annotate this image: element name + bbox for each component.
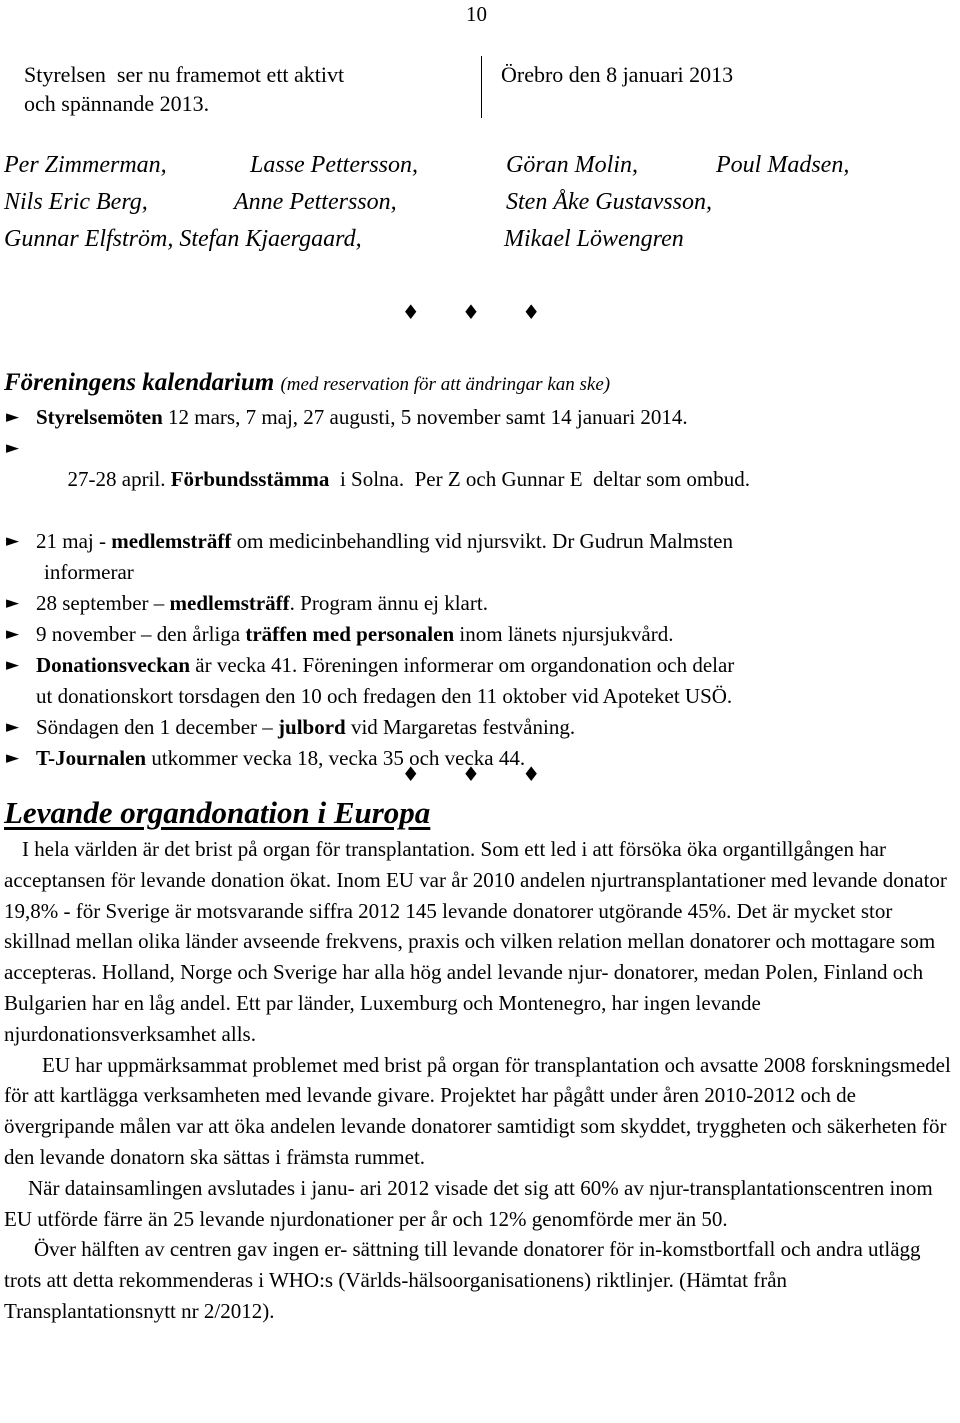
diamond-divider: ♦ ♦ ♦ (401, 762, 559, 786)
member-name: Mikael Löwengren (504, 226, 684, 252)
calendar-item (4, 588, 954, 619)
member-name: Anne Pettersson, (234, 189, 397, 215)
bullet-arrow-icon: ► (6, 407, 20, 427)
calendar-item (4, 433, 954, 526)
member-name: Lasse Pettersson, (250, 152, 418, 178)
board-members-row (4, 147, 954, 184)
board-members-row (4, 184, 954, 221)
article-title: Levande organdonation i Europa (4, 795, 431, 830)
header-greeting-line2: och spännande 2013. (24, 91, 210, 116)
board-members (4, 147, 954, 258)
diamond-divider: ♦ ♦ ♦ (401, 300, 559, 324)
calendar-item (4, 650, 954, 712)
calendar-item-bold: medlemsträff (169, 591, 290, 615)
calendar-item-text: . Program ännu ej klart. (289, 591, 488, 615)
calendar-item-bold: Donationsveckan (36, 653, 191, 677)
calendar-item (4, 619, 954, 650)
member-name: Gunnar Elfström, Stefan Kjaergaard, (4, 226, 362, 252)
article-paragraph: I hela världen är det brist på organ för transplantation. Som ett led i att försöka öka organtillgången har acceptansen för levande donation ökat. Inom EU var år 2010 andelen njurtransplantationer med levande donator 19,8% - för Sverige är motsvarande siffra 2012 145 levande donatorer utgörande 45%. Det är mycket stor skillnad mellan olika länder avseende frekvens, praxis och vilken relation mellan donatorer och mottagare som accepteras. Holland, Norge och Sverige har alla hög andel levande njur- donatorer, medan Polen, Finland och Bulgarien har en låg andel. Ett par länder, Luxemburg och Montenegro, har ingen levande njurdonationsverksamhet alls. (4, 837, 947, 1046)
calendar-item-continuation: informerar (44, 560, 134, 584)
calendar-item-text: 28 september – (36, 591, 170, 615)
calendar-item (4, 402, 954, 433)
bullet-arrow-icon: ► (6, 655, 20, 675)
calendar-item-text: inom länets njursjukvård. (454, 622, 674, 646)
member-name: Göran Molin, (506, 152, 638, 178)
calendar-item-text: vid Margaretas festvåning. (345, 715, 576, 739)
bullet-arrow-icon: ► (6, 593, 20, 613)
calendar-item-text: utkommer vecka 18, vecka 35 och vecka 44. (146, 746, 526, 770)
calendar-item-text: i Solna. Per Z och Gunnar E deltar som ombud. (329, 467, 750, 491)
article-paragraph: EU har uppmärksammat problemet med brist på organ för transplantation och avsatte 2008 forskningsmedel för att kartlägga verksamheten med levande givare. Projektet har pågått under åren 2010-2012 och de övergripande målen var att öka andelen levande donatorer samtidigt som skyddet, tryggheten och säkerheten för den levande donatorn ska sättas i främsta rummet. (4, 1052, 951, 1169)
calendar-item-text: 27-28 april. (67, 467, 171, 491)
article-paragraph: Över hälften av centren gav ingen er- sättning till levande donatorer för in-komstbortfall och andra utlägg trots att detta rekommenderas i WHO:s (Världs-hälsoorganisationens) riktlinjer. (Hämtat från Transplantationsnytt nr 2/2012). (4, 1237, 921, 1323)
calendar-item-text: Söndagen den 1 december – (36, 715, 279, 739)
header-divider (481, 56, 482, 118)
header-place-date: Örebro den 8 januari 2013 (501, 62, 734, 87)
article-paragraph: När datainsamlingen avslutades i janu- ari 2012 visade det sig att 60% av njur-transplantationscentren inom EU utförde färre än 25 levande njurdonationer per år och 12% genomförde mer än 50. (4, 1175, 933, 1231)
board-members-row (4, 221, 954, 258)
member-name: Per Zimmerman, (4, 152, 167, 178)
page-number: 10 (466, 2, 487, 26)
calendar-item-text: är vecka 41. Föreningen informerar om organdonation och delar (190, 653, 735, 677)
calendar-item-bold: medlemsträff (111, 529, 232, 553)
calendar-item-bold: Förbundsstämma (170, 467, 330, 491)
bullet-arrow-icon: ► (6, 717, 20, 737)
bullet-arrow-icon: ► (6, 624, 20, 644)
calendar-item (4, 526, 954, 588)
bullet-arrow-icon: ► (6, 438, 20, 458)
member-name: Sten Åke Gustavsson, (506, 189, 712, 215)
bullet-arrow-icon: ► (6, 748, 20, 768)
calendar-note: (med reservation för att ändringar kan ske) (280, 374, 611, 395)
header-greeting (24, 60, 344, 118)
calendar-item-bold: T-Journalen (36, 746, 147, 770)
header-greeting-line1: Styrelsen ser nu framemot ett aktivt (24, 62, 345, 87)
calendar-item-text: 9 november – den årliga (36, 622, 246, 646)
calendar-item-text: om medicinbehandling vid njursvikt. Dr Gudrun Malmsten (231, 529, 733, 553)
calendar-item-bold: träffen med personalen (245, 622, 455, 646)
calendar-item-text: 12 mars, 7 maj, 27 augusti, 5 november samt 14 januari 2014. (162, 405, 688, 429)
calendar-item (4, 712, 954, 743)
calendar-heading (4, 366, 954, 402)
article-body (4, 834, 956, 1327)
bullet-arrow-icon: ► (6, 531, 20, 551)
member-name: Nils Eric Berg, (4, 189, 148, 215)
calendar-list (4, 402, 954, 774)
calendar-item-bold: julbord (278, 715, 346, 739)
calendar-section (4, 366, 954, 774)
calendar-item-bold: Styrelsemöten (36, 405, 163, 429)
calendar-item-text: 21 maj - (36, 529, 112, 553)
calendar-item-continuation: ut donationskort torsdagen den 10 och fredagen den 11 oktober vid Apoteket USÖ. (36, 684, 733, 708)
calendar-title: Föreningens kalendarium (4, 369, 275, 396)
member-name: Poul Madsen, (716, 152, 850, 178)
